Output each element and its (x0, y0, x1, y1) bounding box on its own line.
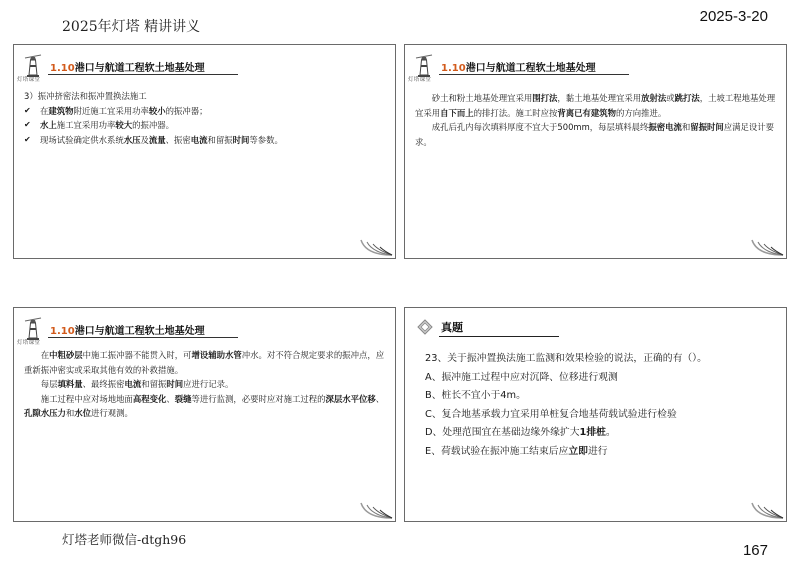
slide-title (50, 59, 205, 74)
text: 等参数。 (249, 134, 283, 145)
emphasis: 跳打法 (674, 93, 700, 103)
emphasis: 填料量 (57, 379, 83, 389)
emphasis: 较小 (148, 105, 166, 116)
text: 进行观测。 (91, 408, 133, 418)
slide-title-number: 1.10 (50, 63, 75, 74)
slide-2 (404, 44, 787, 259)
option-c: C、复合地基承载力宜采用单桩复合地基荷载试验进行检验 (425, 408, 677, 420)
emphasis: 留振时间 (690, 122, 724, 132)
title-underline (48, 74, 238, 75)
slide-title (441, 59, 596, 74)
footer-contact: 灯塔老师微信-dtgh96 (62, 532, 187, 547)
text: 在 (40, 350, 50, 360)
slide-title-number: 1.10 (441, 63, 466, 74)
emphasis: 深层水平位移 (325, 393, 376, 404)
logo-text: 灯塔课堂 (17, 340, 41, 346)
title-underline (439, 74, 629, 75)
corner-swirl-icon (750, 493, 784, 519)
text: 应满足设计要求。 (415, 122, 774, 147)
text: 、最终振密 (82, 379, 125, 389)
text: D、处理范围宜在基础边缘外缘扩大 (425, 427, 580, 438)
slide-title-text: 港口与航道工程软土地基处理 (74, 63, 205, 74)
text: 现场试验确定供水系统 (40, 134, 124, 145)
paragraph (415, 91, 776, 120)
slide-title: 真题 (441, 321, 463, 334)
emphasis: 振密电流 (648, 122, 682, 132)
slide-title-text: 港口与航道工程软土地基处理 (465, 63, 596, 74)
text: 等进行监测，必要时应对施工过程的 (191, 393, 326, 404)
option-a: A、振冲施工过程中应对沉降、位移进行观测 (425, 371, 618, 383)
paragraph (415, 120, 776, 149)
emphasis: 水压 (123, 134, 141, 145)
slide-title (50, 322, 205, 337)
text: 成孔后孔内每次填料厚度不宜大于500mm，每层填料晨终 (431, 122, 649, 132)
slide-2-body (415, 91, 776, 149)
emphasis: 建筑物 (48, 105, 74, 116)
emphasis: 立即 (568, 445, 588, 457)
text: 及 (140, 134, 149, 145)
text: 每层 (40, 379, 58, 389)
text: 的振冲器； (165, 105, 208, 116)
section-heading: 3）振冲挤密法和振冲置换法施工 (24, 91, 147, 101)
emphasis: 时间 (166, 379, 184, 389)
text: 和 (681, 122, 691, 132)
document-header-title: 2025年灯塔 精讲讲义 (62, 19, 201, 35)
emphasis: 裂缝 (174, 393, 192, 404)
text: 砂土和粉土地基处理宜采用 (431, 93, 533, 103)
page-number: 167 (742, 542, 768, 559)
slide-3 (13, 307, 396, 522)
emphasis: 孔隙水压力 (24, 408, 66, 418)
check-icon: ✔ (24, 120, 31, 129)
option-b: B、桩长不宜小于4m。 (425, 390, 526, 401)
text: 和留振 (141, 379, 167, 389)
option-d (425, 424, 772, 443)
logo-text: 灯塔课堂 (408, 77, 432, 83)
text: 施工宜采用功率 (56, 120, 116, 130)
question-text: 23、关于振冲置换法施工监测和效果检验的说法，正确的有（）。 (425, 353, 707, 364)
paragraph (24, 377, 385, 392)
check-icon: ✔ (24, 105, 31, 115)
text: 和留振 (207, 134, 233, 145)
list-item (24, 118, 385, 133)
text: 施工过程中应对场地地面 (40, 393, 133, 404)
document-date: 2025-3-20 (699, 8, 768, 25)
diamond-icon (417, 319, 433, 335)
text: 冲水。对不符合规定要求的振冲点，应重新振冲密实或采取其他有效的补救措施。 (24, 350, 385, 375)
text: 应进行记录。 (183, 379, 234, 389)
text: 、 (375, 393, 385, 404)
text: 的方向推进。 (616, 107, 667, 118)
slide-4 (404, 307, 787, 522)
text: E、荷载试验在振冲施工结束后应 (425, 445, 569, 457)
slide-title-text: 港口与航道工程软土地基处理 (74, 326, 205, 337)
emphasis: 高程变化 (132, 393, 167, 404)
slide-1-body (24, 89, 385, 147)
emphasis: 围打法 (532, 93, 558, 103)
text: 、振密 (165, 134, 191, 145)
emphasis: 自下而上 (440, 107, 474, 118)
logo-text: 灯塔课堂 (17, 77, 41, 83)
text: 中施工振冲器不能贯入时，可 (82, 350, 192, 360)
paragraph (24, 348, 385, 377)
text: ，黏土地基处理宜采用 (557, 93, 642, 103)
list-item (24, 104, 385, 119)
slide-3-body (24, 348, 385, 421)
text: ，土坡工程地基处理宜采用 (415, 93, 776, 118)
emphasis: 时间 (232, 134, 250, 145)
slide-1 (13, 44, 396, 259)
emphasis: 背离已有建筑物 (557, 107, 616, 118)
text: 。 (605, 427, 616, 438)
corner-swirl-icon (359, 493, 393, 519)
paragraph (24, 392, 385, 421)
emphasis: 增设辅助水管 (191, 350, 242, 360)
text: 的排打法。施工时应按 (473, 107, 558, 118)
emphasis: 较大 (115, 120, 133, 130)
emphasis: 水位 (74, 408, 91, 418)
emphasis: 1排桩 (579, 427, 606, 438)
text: 或 (666, 93, 675, 103)
text: 附近施工宜采用功率 (73, 105, 149, 116)
option-e (425, 443, 772, 462)
text: 的振冲器。 (132, 120, 174, 130)
text: 进行 (587, 445, 608, 457)
check-icon: ✔ (24, 134, 31, 144)
emphasis: 水上 (40, 120, 57, 130)
emphasis: 中粗砂层 (49, 350, 83, 360)
emphasis: 流量 (148, 134, 166, 145)
question-body (425, 350, 772, 461)
title-underline (439, 336, 559, 337)
emphasis: 电流 (124, 379, 142, 389)
text: 、 (166, 393, 175, 404)
emphasis: 放射法 (641, 93, 667, 103)
text: 在 (40, 105, 49, 116)
corner-swirl-icon (750, 230, 784, 256)
title-underline (48, 337, 238, 338)
slide-title-number: 1.10 (50, 326, 75, 337)
corner-swirl-icon (359, 230, 393, 256)
text: 和 (65, 408, 75, 418)
list-item (24, 133, 385, 148)
emphasis: 电流 (190, 134, 208, 145)
